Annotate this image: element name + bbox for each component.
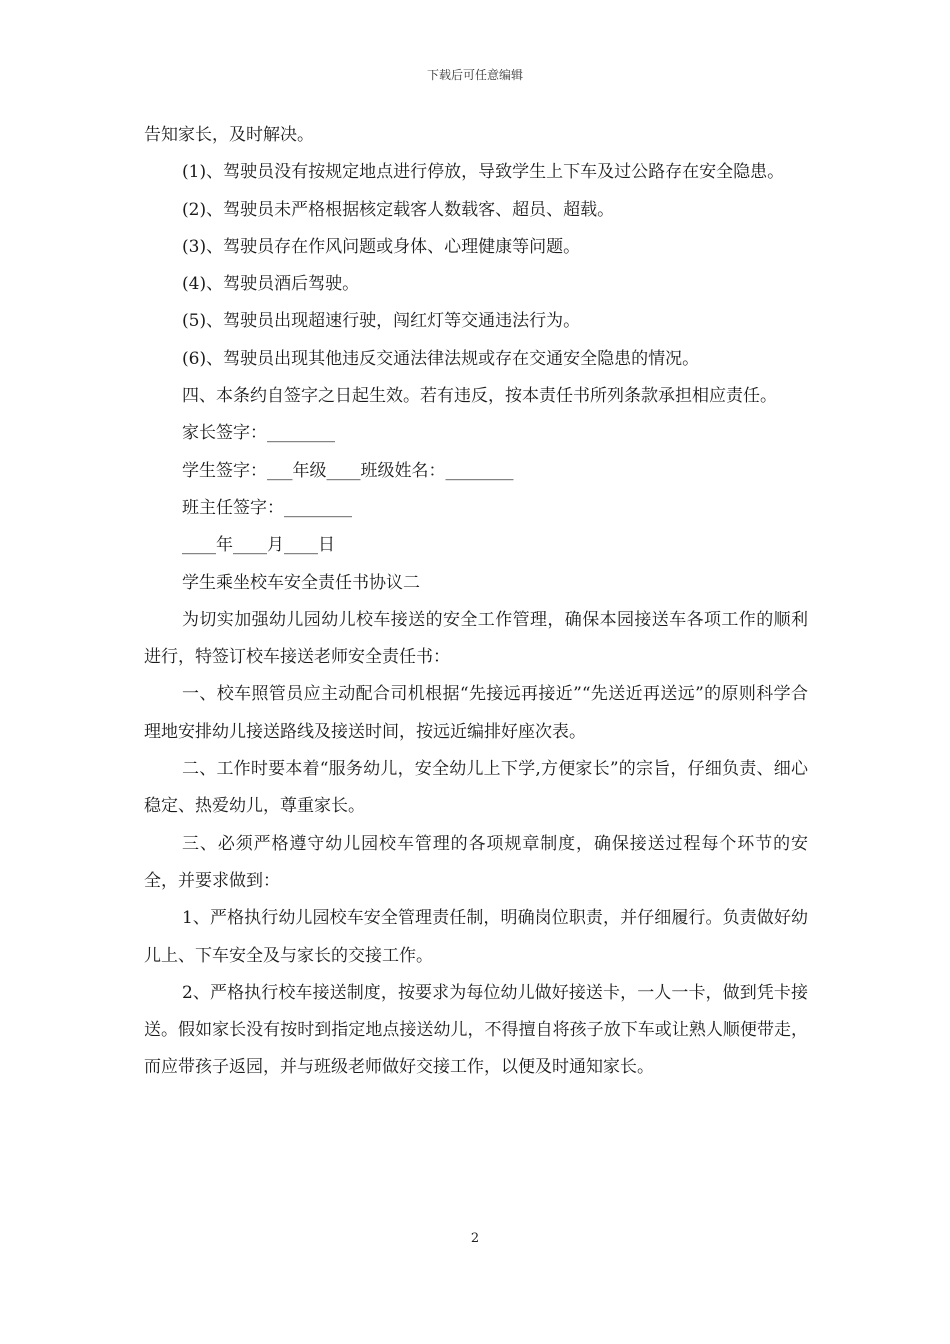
date-line: ____年____月____日 bbox=[182, 535, 335, 556]
paragraph: (3)、驾驶员存在作风问题或身体、心理健康等问题。 bbox=[182, 236, 581, 257]
paragraph: 一、校车照管员应主动配合司机根据“先接远再接近”“先送近再送远”的原则科学合理地安排幼儿接送路线及接送时间，按远近编排好座次表。 bbox=[144, 684, 808, 742]
page-number: 2 bbox=[470, 1231, 480, 1246]
paragraph: (5)、驾驶员出现超速行驶，闯红灯等交通违法行为。 bbox=[182, 311, 581, 332]
section-title: 学生乘坐校车安全责任书协议二 bbox=[182, 572, 420, 593]
paragraph: 二、工作时要本着“服务幼儿，安全幼儿上下学,方便家长”的宗旨，仔细负责、细心稳定、热爱幼儿，尊重家长。 bbox=[144, 759, 808, 817]
paragraph: (2)、驾驶员未严格根据核定载客人数载客、超员、超载。 bbox=[182, 199, 615, 220]
document-body bbox=[144, 117, 808, 1087]
teacher-signature-line: 班主任签字：________ bbox=[182, 497, 352, 518]
paragraph: 告知家长，及时解决。 bbox=[144, 125, 314, 145]
paragraph: 为切实加强幼儿园幼儿校车接送的安全工作管理，确保本园接送车各项工作的顺利进行，特签订校车接送老师安全责任书： bbox=[144, 609, 808, 668]
parent-signature-line: 家长签字：________ bbox=[182, 423, 335, 444]
paragraph: (6)、驾驶员出现其他违反交通法律法规或存在交通安全隐患的情况。 bbox=[182, 348, 700, 369]
paragraph: 三、必须严格遵守幼儿园校车管理的各项规章制度，确保接送过程每个环节的安全，并要求做到： bbox=[144, 833, 808, 891]
paragraph: 1、严格执行幼儿园校车安全管理责任制，明确岗位职责，并仔细履行。负责做好幼儿上、下车安全及与家长的交接工作。 bbox=[144, 908, 808, 966]
paragraph: (1)、驾驶员没有按规定地点进行停放，导致学生上下车及过公路存在安全隐患。 bbox=[182, 162, 785, 183]
paragraph: (4)、驾驶员酒后驾驶。 bbox=[182, 274, 360, 295]
paragraph: 四、本条约自签字之日起生效。若有违反，按本责任书所列条款承担相应责任。 bbox=[182, 386, 777, 407]
student-signature-line: 学生签字：___年级____班级姓名：________ bbox=[182, 460, 514, 481]
page-header-note: 下载后可任意编辑 bbox=[426, 68, 523, 82]
paragraph: 2、严格执行校车接送制度，按要求为每位幼儿做好接送卡，一人一卡，做到凭卡接送。假如家长没有按时到指定地点接送幼儿，不得擅自将孩子放下车或让熟人顺便带走，而应带孩子返园，并与班级老师做好交接工作，以便及时通知家长。 bbox=[144, 982, 808, 1078]
